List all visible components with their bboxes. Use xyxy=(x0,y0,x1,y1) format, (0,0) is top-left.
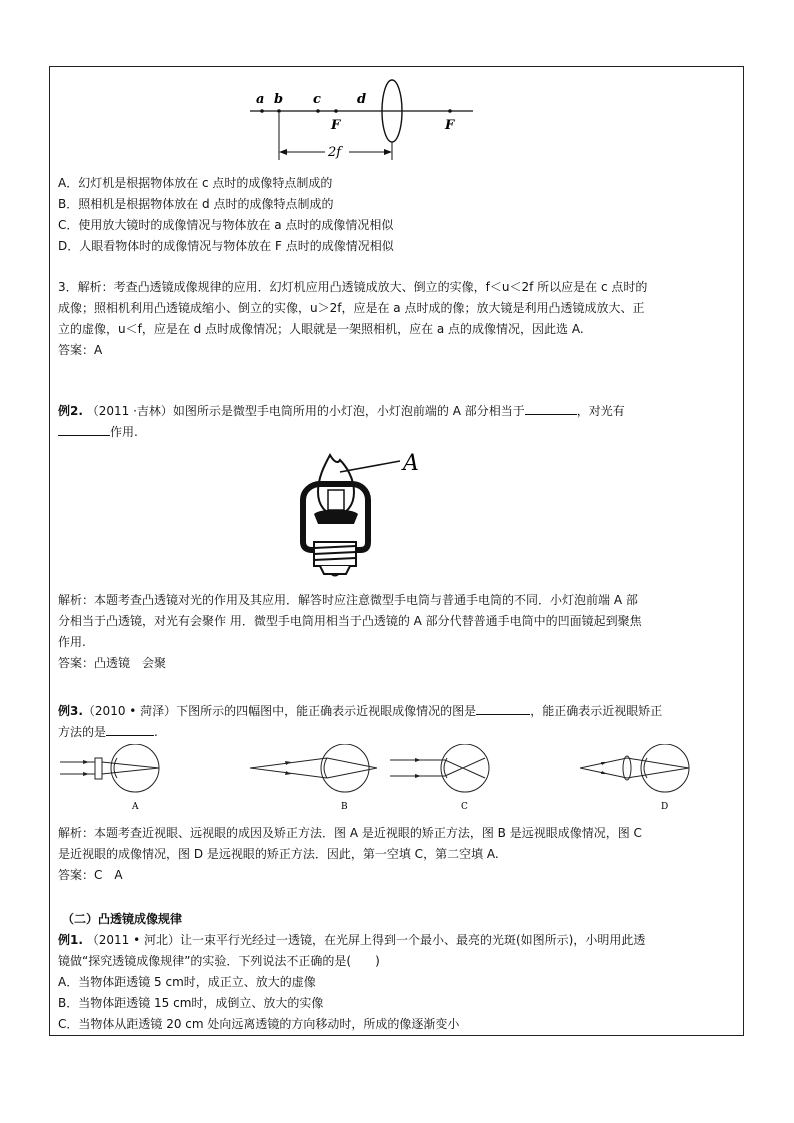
example2-analysis-line1: 解析：本题考查凸透镜对光的作用及其应用．解答时应注意微型手电筒与普通手电筒的不同．小灯泡前端 A 部 xyxy=(58,593,638,607)
example3-question-line2 xyxy=(58,723,158,740)
example3-text-d: . xyxy=(154,725,158,739)
point-b-label: b xyxy=(274,92,284,107)
q1-option-b: B．照相机是根据物体放在 d 点时的成像特点制成的 xyxy=(58,197,334,211)
section2-option-c: C．当物体从距透镜 20 cm 处向远离透镜的方向移动时，所成的像逐渐变小 xyxy=(58,1017,460,1031)
example2-text-c: 作用. xyxy=(110,425,138,439)
section2-text-1: （2011 • 河北）让一束平行光经过一透镜，在光屏上得到一个最小、最亮的光斑(如图所示)，小明用此透 xyxy=(86,933,646,947)
example2-answer: 答案：凸透镜 会聚 xyxy=(58,656,167,670)
eye-diagram-b xyxy=(250,744,377,812)
example2-blank-1[interactable] xyxy=(525,402,577,415)
section2-option-b: B．当物体距透镜 15 cm时，成倒立、放大的实像 xyxy=(58,996,324,1010)
q1-analysis-line3: 立的虚像，u＜f，应是在 d 点时成像情况；人眼就是一架照相机，应在 a 点的成像情况，因此选 A. xyxy=(58,322,584,336)
eye-c-label: C xyxy=(461,802,468,812)
example2-analysis-line3: 作用. xyxy=(58,635,86,649)
example2-text-a: 如图所示是微型手电筒所用的小灯泡，小灯泡前端的 A 部分相当于 xyxy=(172,404,525,418)
example2-label: 例2. xyxy=(58,404,83,418)
example3-blank-2[interactable] xyxy=(106,723,154,736)
eye-diagram-c xyxy=(390,744,489,812)
q1-answer: 答案：A xyxy=(58,343,103,357)
example2-question-line1 xyxy=(58,402,625,419)
q1-analysis-line1: 3．解析：考查凸透镜成像规律的应用．幻灯机应用凸透镜成放大、倒立的实像，f＜u＜2f 所以应是在 c 点时的 xyxy=(58,280,648,294)
example2-blank-2[interactable] xyxy=(58,423,110,436)
example3-source: （2010 • 菏泽） xyxy=(82,704,177,718)
eye-diagrams xyxy=(55,744,740,814)
q1-option-a: A．幻灯机是根据物体放在 c 点时的成像特点制成的 xyxy=(58,176,333,190)
example3-text-a: 下图所示的四幅图中，能正确表示近视眼成像情况的图是 xyxy=(176,704,477,718)
q1-option-d: D．人眼看物体时的成像情况与物体放在 F 点时的成像情况相似 xyxy=(58,239,394,253)
eye-diagram-d xyxy=(580,744,689,812)
lens-points-diagram xyxy=(245,76,480,164)
section2-question-line1 xyxy=(58,932,645,948)
example3-text-c: 方法的是 xyxy=(58,725,107,739)
section2-question-line2: 镜做“探究透镜成像规律”的实验．下列说法不正确的是( ) xyxy=(58,954,380,968)
eye-d-label: D xyxy=(661,802,669,812)
focus-right-label: F xyxy=(445,118,455,133)
eye-diagram-a xyxy=(60,744,159,812)
example2-question-line2 xyxy=(58,423,138,440)
example3-text-b: ，能正确表示近视眼矫正 xyxy=(530,704,663,718)
section2-heading: （二）凸透镜成像规律 xyxy=(62,912,183,926)
example2-text-b: ，对光有 xyxy=(576,404,625,418)
example3-label: 例3. xyxy=(58,704,83,718)
q1-option-c: C．使用放大镜时的成像情况与物体放在 a 点时的成像情况相似 xyxy=(58,218,394,232)
example3-analysis-line2: 是近视眼的成像情况，图 D 是远视眼的矫正方法．因此，第一空填 C，第二空填 A. xyxy=(58,847,499,861)
example3-analysis-line1: 解析：本题考查近视眼、远视眼的成因及矫正方法．图 A 是近视眼的矫正方法，图 B 是远视眼成像情况，图 C xyxy=(58,826,642,840)
bulb-part-a-label: A xyxy=(403,451,419,476)
section2-option-a: A．当物体距透镜 5 cm时，成正立、放大的虚像 xyxy=(58,975,316,989)
example3-answer: 答案：C A xyxy=(58,868,123,882)
example2-analysis-line2: 分相当于凸透镜，对光有会聚作 用．微型手电筒用相当于凸透镜的 A 部分代替普通手电筒中的凹面镜起到聚焦 xyxy=(58,614,642,628)
point-d-label: d xyxy=(357,92,367,107)
eye-b-label: B xyxy=(341,802,348,812)
distance-2f-label: 2f xyxy=(328,145,342,160)
example2-source: （2011 ·吉林） xyxy=(86,404,173,418)
section2-example-label: 例1. xyxy=(58,933,83,947)
q1-analysis-line2: 成像；照相机利用凸透镜成缩小、倒立的实像，u＞2f，应是在 a 点时成的像；放大镜是利用凸透镜成放大、正 xyxy=(58,301,645,315)
eye-a-label: A xyxy=(132,802,139,812)
example3-question-line1 xyxy=(58,702,662,719)
point-c-label: c xyxy=(313,92,321,107)
example3-blank-1[interactable] xyxy=(476,702,530,715)
point-a-label: a xyxy=(256,92,265,107)
light-bulb-figure xyxy=(290,444,440,579)
focus-left-label: F xyxy=(331,118,341,133)
